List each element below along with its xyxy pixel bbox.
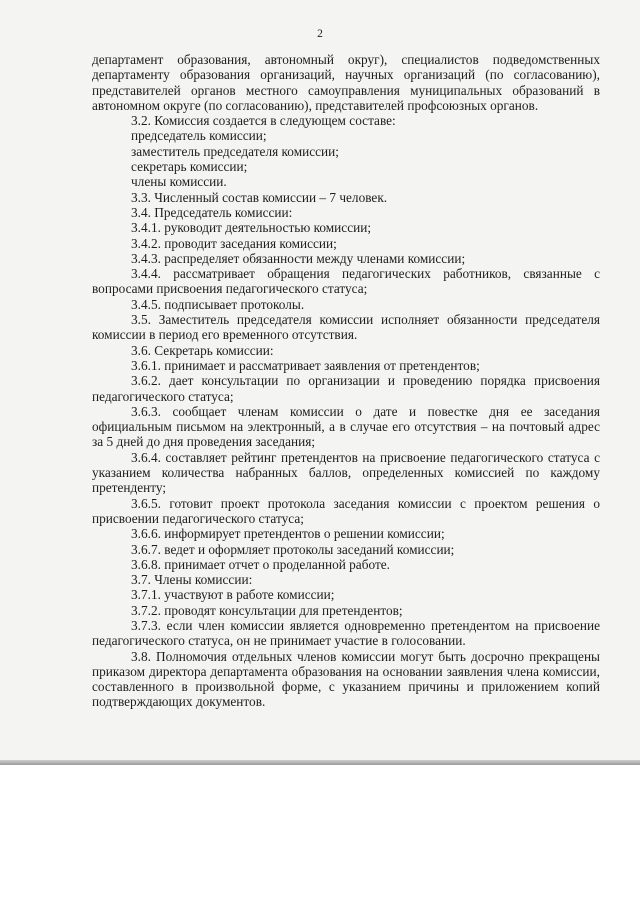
paragraph: 3.6. Секретарь комиссии: <box>131 342 274 358</box>
paragraph: 3.6.2. дает консультации по организации и проведению порядка присвоения педагогического статуса; <box>92 373 600 404</box>
paragraph: 3.7. Члены комиссии: <box>131 572 253 588</box>
paragraph: секретарь комиссии; <box>131 159 248 175</box>
paragraph: 3.6.5. готовит проект протокола заседания комиссии с проектом решения о присвоении педагогического статуса; <box>92 495 600 526</box>
paragraph: 3.7.1. участвуют в работе комиссии; <box>131 587 335 603</box>
paragraph: 3.7.2. проводят консультации для претендентов; <box>131 602 403 618</box>
paragraph: 3.4.4. рассматривает обращения педагогических работников, связанные с вопросами присвоения педагогического статуса; <box>92 266 600 297</box>
paragraph: 3.3. Численный состав комиссии – 7 человек. <box>131 189 388 205</box>
paragraph: 3.7.3. если член комиссии является одновременно претендентом на присвоение педагогического статуса, он не принимает участие в голосовании. <box>92 617 600 649</box>
paragraph: 3.5. Заместитель председателя комиссии исполняет обязанности председателя комиссии в период его временного отсутствия. <box>92 312 600 343</box>
paragraph: 3.4.3. распределяет обязанности между членами комиссии; <box>131 250 466 266</box>
paragraph: члены комиссии. <box>131 174 227 190</box>
paragraph: 3.4.5. подписывает протоколы. <box>131 296 305 312</box>
paragraph: 3.6.4. составляет рейтинг претендентов на присвоение педагогического статуса с указанием количества набранных баллов, определенных комиссией по каждому претенденту; <box>92 449 600 496</box>
paragraph: заместитель председателя комиссии; <box>131 143 339 159</box>
paragraph: председатель комиссии; <box>131 128 267 144</box>
paragraph: 3.8. Полномочия отдельных членов комиссии могут быть досрочно прекращены приказом директора департамента образования на основании заявления члена комиссии, составленного в произвольной форме, с указанием причины и приложением копий подтверждающих документов. <box>92 648 600 710</box>
paragraph: 3.6.7. ведет и оформляет протоколы заседаний комиссии; <box>131 541 455 557</box>
paragraph: 3.4.1. руководит деятельностью комиссии; <box>131 220 372 236</box>
blank-area <box>0 765 640 905</box>
paragraph: департамент образования, автономный округ), специалистов подведомственных департаменту образования организаций, научных организаций (по согласованию), представителей органов местного самоуправления муниципальных образований в автономном округе (по согласованию), представителей профсоюзных органов. <box>92 52 600 113</box>
document-body <box>92 52 600 710</box>
paragraph: 3.4. Председатель комиссии: <box>131 204 293 220</box>
paragraph: 3.6.1. принимает и рассматривает заявления от претендентов; <box>131 357 480 373</box>
paragraph: 3.2. Комиссия создается в следующем составе: <box>131 113 396 129</box>
page-number: 2 <box>317 28 323 40</box>
paragraph: 3.6.6. информирует претендентов о решении комиссии; <box>131 526 445 542</box>
paragraph: 3.6.8. принимает отчет о проделанной работе. <box>131 556 390 572</box>
paragraph: 3.6.3. сообщает членам комиссии о дате и повестке дня ее заседания официальным письмом на электронный, а в случае его отсутствия – на почтовый адрес за 5 дней до дня проведения заседания; <box>92 403 600 450</box>
paragraph: 3.4.2. проводит заседания комиссии; <box>131 235 337 251</box>
